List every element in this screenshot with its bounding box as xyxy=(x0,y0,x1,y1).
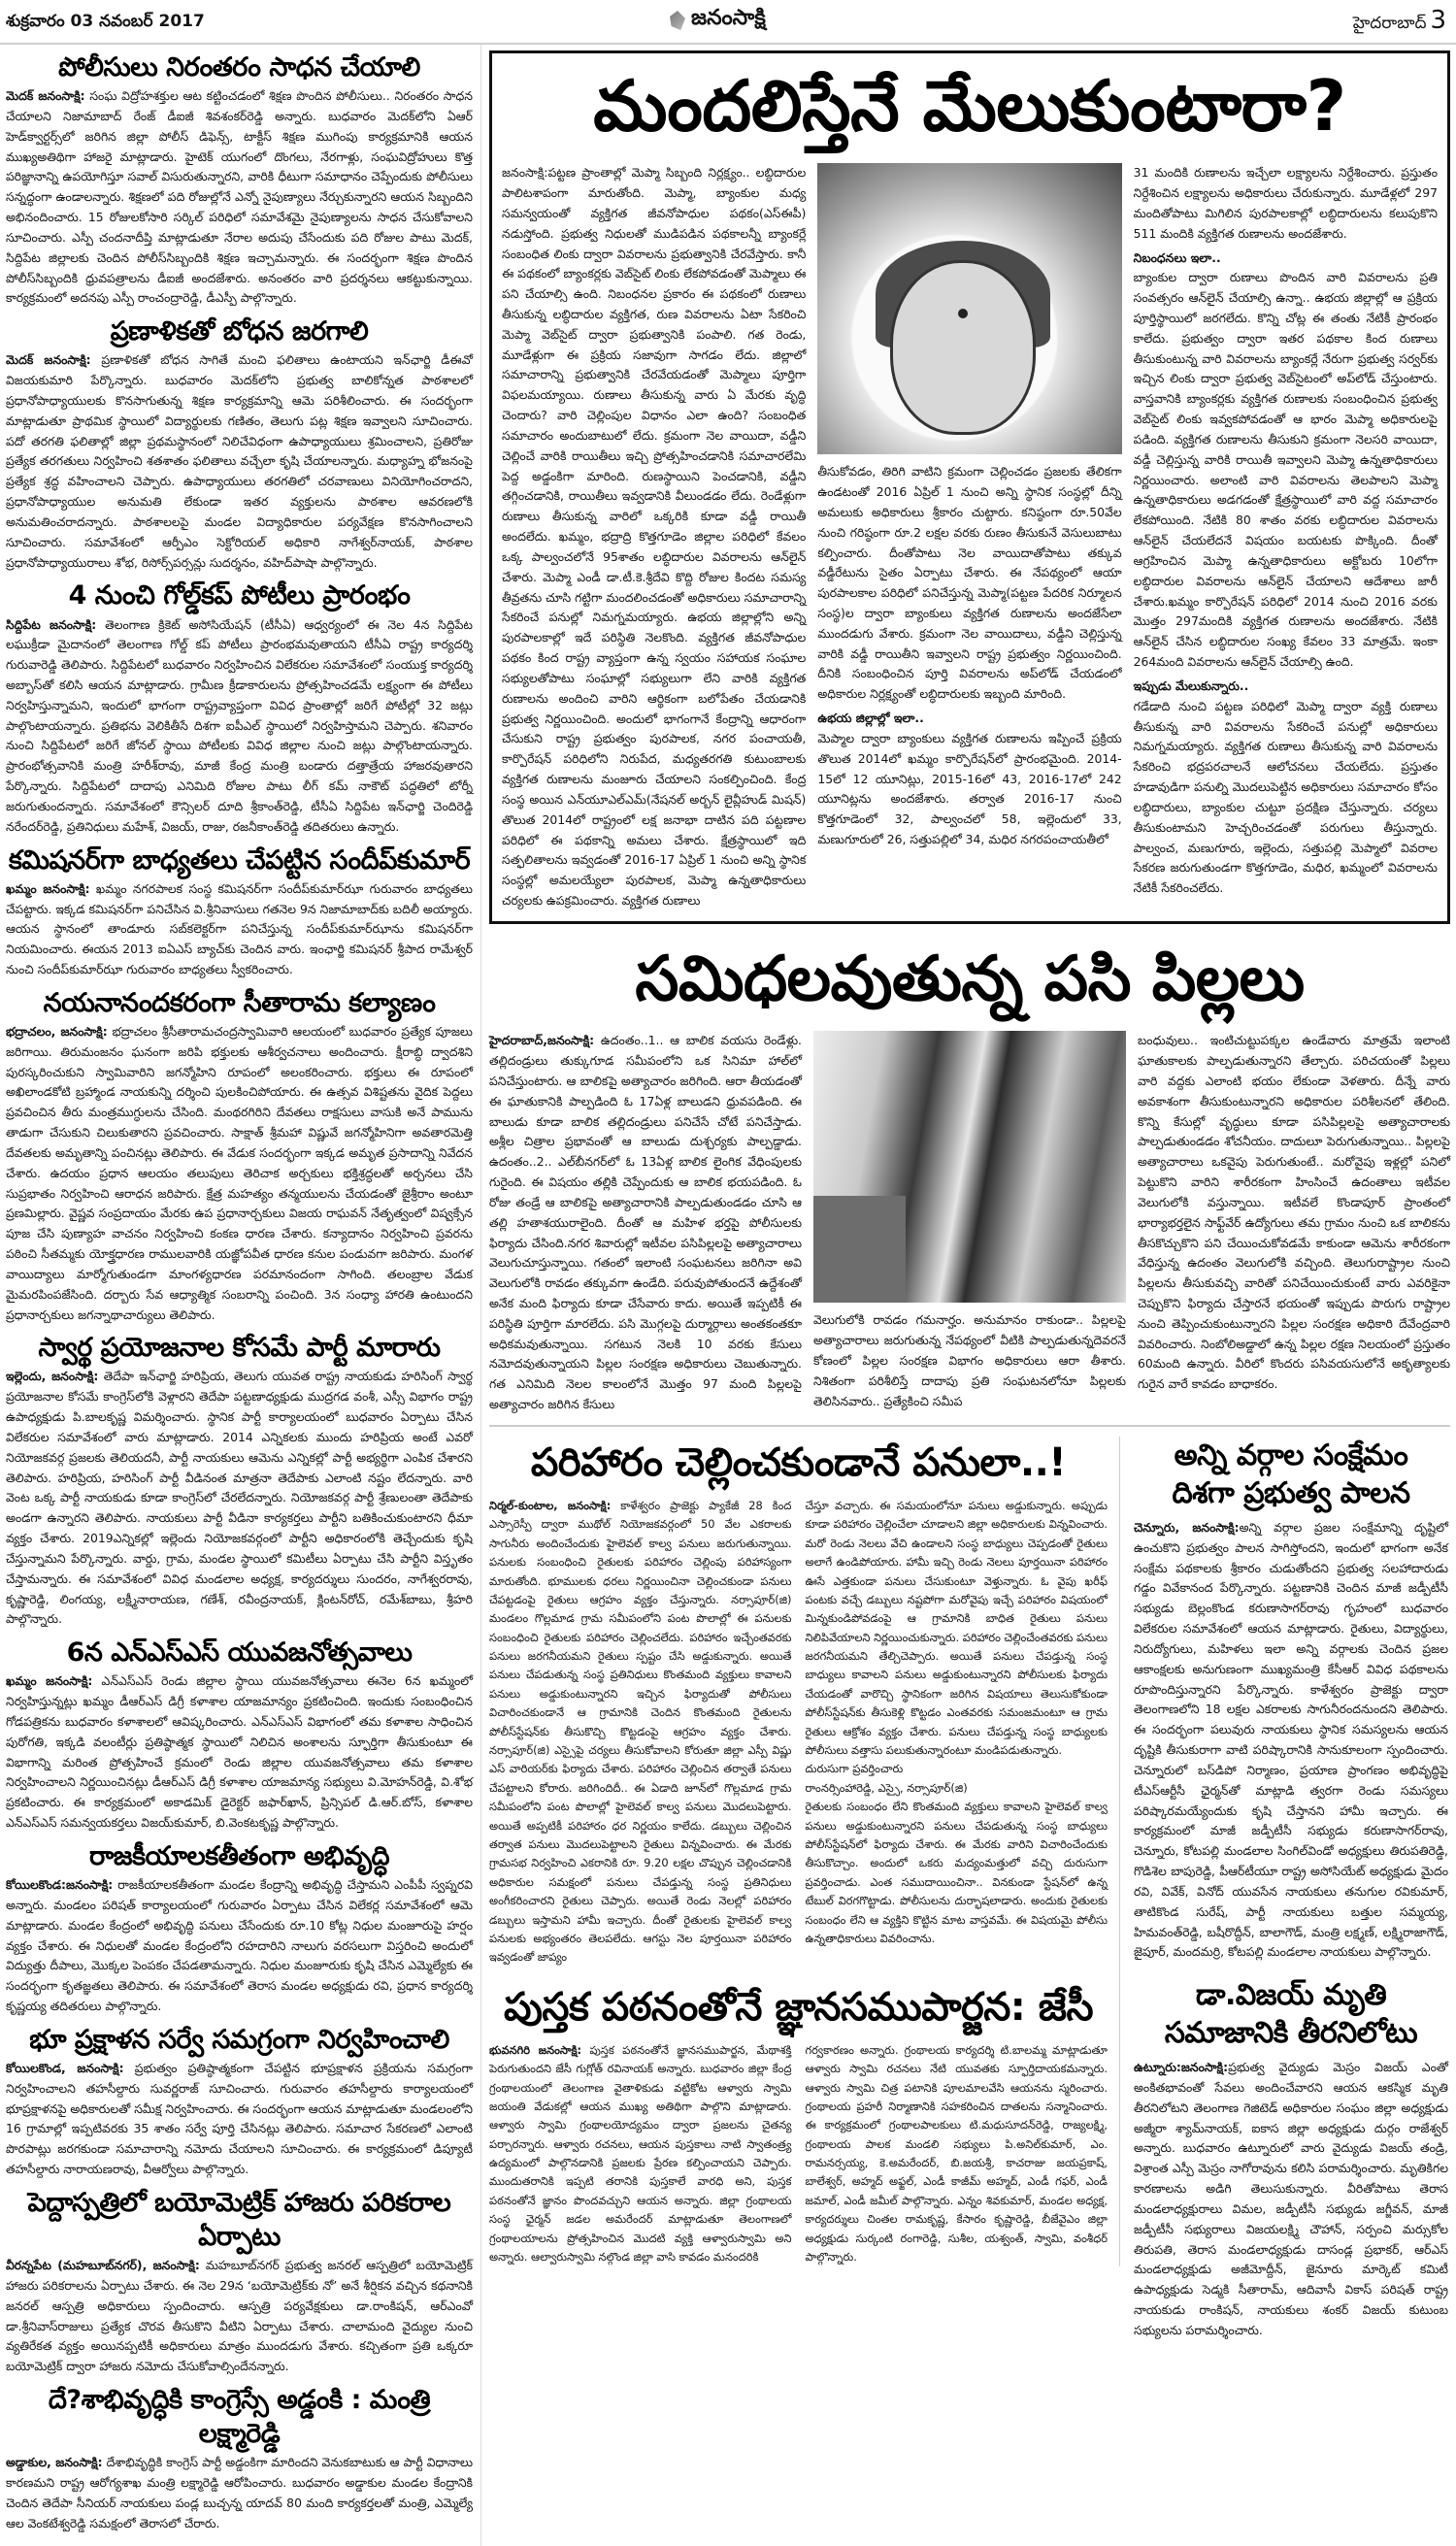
feature3-subhead-rude: దురుసుగా ప్రవర్తించారు xyxy=(805,1762,904,1776)
news-story xyxy=(6,314,473,573)
feature1-subhead-rules: నిబంధనలు ఇలా.. xyxy=(1133,249,1221,265)
news-story xyxy=(6,986,473,1326)
story-dateline: భద్రాచలం, జనంసాక్షి: xyxy=(6,1023,108,1039)
story-dateline: కోయిలకొండ:జనంసాక్షి: xyxy=(6,1877,114,1893)
feature-book-reading xyxy=(489,1981,1108,2267)
story-body xyxy=(6,615,473,838)
story-dateline: మెదక్ జనంసాక్షి: xyxy=(6,88,85,104)
logo-map-icon xyxy=(670,11,685,30)
feature4-col1 xyxy=(489,2041,792,2267)
feature1-col3c-text: గడేడాది నుంచి పట్టణ పరిధిలో మెప్మా ద్వారా వ్యక్తి రుణాలు తీసుకున్న వారి వివరాలను సేకరించే పనుల్లో అధికారులు నిమగ్నమయ్యారు. వ్యక్తిగత రుణాలు తీసుకున్న వారి వివరాలను సేకరించి భద్రపరచాలనే ఆలోచనలు చేయలేదు. ప్రస్తుతం హడావుడిగా పనుల్ని మొదలుపెట్టిన అధికారులు సమాచారం కోసం లబ్ధిదారులు, బ్యాంకుల చుట్టూ ప్రదక్షిణ చేస్తున్నారు. చర్యలు తీసుకుంటామని హెచ్చరించడంతో పరుగులు తీస్తున్నారు. పాల్వంచ, మణుగూరు, ఇల్లెందు, సత్తుపల్లి మెప్మాలో వివరాల సేకరణ జరుగుతుండగా కొత్తగూడెం, మధిర, ఖమ్మంలో వివరాలను నేటికీ సేకరించలేదు. xyxy=(1133,698,1438,896)
story-headline: నయనానందకరంగా సీతారామ కల్యాణం xyxy=(43,987,436,1018)
feature1-headline: మందలిస్తేనే మేలుకుంటారా? xyxy=(593,65,1346,147)
right-column xyxy=(1120,1437,1448,2355)
story-headline: రాజకీయాలకతీతంగా అభివృద్ధి xyxy=(88,1840,390,1871)
news-story xyxy=(6,50,473,309)
headline-line-2: సమాజానికి తీరనిలోటు xyxy=(1164,2016,1418,2051)
feature3-col1 xyxy=(489,1497,792,1967)
feature3-subhead-si: రాంనర్సింహారెడ్డి, ఎస్సై, నర్సాపూర్(జి) xyxy=(805,1780,968,1795)
feature4-col1-text: పుస్తక పఠనంతోనే జ్ఞానసముపార్జన, మేథాశక్తి పెరుగుతుందని జేసీ గుగ్లోత్ రవినాయక్ అన్నారు. బుధవారం జిల్లా కేంద్ర గ్రంథాలయంలో తెలంగాణ వైతాళికుడు వట్టికోట ఆళ్వారు స్వామి జయంతి వేడుకల్లో ఆయన ముఖ్య అతిథిగా పాల్గొని మాట్లాడారు. ఆళ్వారు స్వామి గ్రంథాలయోద్యమం ద్వారా ప్రజలను చైతన్య పర్చారన్నారు. ఆళ్వారు రచనలు, ఆయన పుస్తకాలు నాటి స్వాతంత్ర్య ఉద్యమంలో పాల్గొనడానికి ప్రజలకు ప్రేరణ కల్పించాయని చెప్పారు. ముందుతరానికి ఇప్పటి తరానికి పుస్తకాలే వారధి అని, పుస్తక పఠనంతోనే జ్ఞానం పొందవచ్చుని ఆయన అన్నారు. జిల్లా గ్రంథాలయ సంస్థ ఛైర్మన్ జడల అమరేందర్ మాట్లాడుతూ తెలంగాణలో గ్రంథాలయాలను ప్రోత్సహించిన మొదటి వ్యక్తి ఆళ్వారుస్వామి అని అన్నారు. ఆల్వారుస్వామి నల్గొండ జిల్లా వాసి కావడం మనందరికి xyxy=(489,2042,792,2265)
story-headline: దే?శాభివృద్ధికి కాంగ్రెస్సే అడ్డంకి : మంత్రి లక్ష్మారెడ్డి xyxy=(48,2385,431,2450)
newspaper-logo xyxy=(670,6,766,35)
page-number: 3 xyxy=(1430,6,1446,35)
feature3-col2b-text: రైతులకు సంబంధం లేని కొంతమంది వ్యక్తులు కావాలని హైలెవల్ కాల్వ పనులు అడ్డుకుంటున్నారని పనులు చేపడుతున్న సంస్థ బాధ్యులు పోలీస్‌స్టేషన్‌లో ఫిర్యాదు చేశారు. ఈ మేరకు వారిని విచారించేందుకు తీసుకొచ్చాం. అందులో ఒకరు మద్యంమత్తులో వచ్చి దురుసుగా ప్రవర్తించాడు. ఎంత సముదాయించినా.. వినకుండా స్టేషన్‌లో ఉన్న టేబుల్ విరగగొట్టాడు. పోలీసులను దుర్భాషలాడారు. అందుకు రైతులకు సంబంధం లేని ఆ వ్యక్తిని కొట్టిన మాట వాస్తవమే. ఈ విషయమై పోలీసు ఉన్నతాధికారులు వివరించాను. xyxy=(805,1800,1108,1945)
feature1-col3b-text: బ్యాంకుల ద్వారా రుణాలు పొందిన వారి వివరాలను ప్రతి సంవత్సరం ఆన్‌లైన్ చేయాల్సి ఉన్నా.. ఉభయ జిల్లాల్లో ఆ ప్రక్రియ పూర్తిస్థాయిలో జరగలేదు. కొన్ని చోట్ల ఈ తంతు నేటికీ ప్రారంభం కాలేదు. ప్రభుత్వం ద్వారా ఇతర పథకాల కింద రుణాలు తీసుకుంటున్న వారి వివరాలను బ్యాంకర్లే నేరుగా ప్రభుత్వ సర్వర్‌కు ఇచ్చిన లింకు ద్వారా ప్రభుత్వ వెబ్‌సైటంలో అప్‌లోడ్ చేస్తుంటారు. వాస్తవానికి బ్యాంకర్లకు వ్యక్తిగత రుణాలకు సంబంధించిన ప్రభుత్వ వెబ్‌సైట్ లింకు ఇవ్వకపోవడంతో ఆ భారం మెప్మా అధికారులపై పడింది. వ్యక్తిగత రుణాలను తీసుకుని క్రమంగా నెలసరి వాయిదా, వడ్డీ చెల్లిస్తున్న వారికి రాయితీ ఇవ్వాలని మెప్మా ఉన్నతాధికారులు నిర్ణయించారు. అలాంటి వారి వివరాలను తెలపాలని మెప్మా ఉన్నతాధికారులు అడగడంతో క్షేత్రస్థాయిలో వారి వద్ద సమాచారం లేకపోయింది. నేటికి 80 శాతం వరకు లబ్ధిదారుల వివరాలను ఆన్‌లైన్ చేయలేదనే విషయం బయటకు పొక్కింది. దీంతో ఆగ్రహించిన మెప్మా ఉన్నతాధికారులు అక్టోబరు 10లోగా లబ్ధిదారుల వివరాలను ఆన్‌లైన్ చేయాలని ఆదేశాలు జారీ చేశారు.ఖమ్మం కార్పొరేషన్ పరిధిలో 2014 నుంచి 2016 వరకు మొత్తం 297మందికి వ్యక్తిగత రుణాలను అందజేశారు. నేటికి ఆన్‌లైన్ చేసిన లబ్ధిదారుల సంఖ్య కేవలం 33 మాత్రమే. ఇంకా 264మంది వివరాలను ఆన్‌లైన్ చేయాల్సి ఉంది. xyxy=(1133,270,1438,670)
feature3-headline: పరిహారం చెల్లించకుండానే పనులా..! xyxy=(530,1439,1067,1485)
logo-text: జనంసాక్షి xyxy=(691,6,766,30)
story-text: భద్రాచలం శ్రీసీతారామచంద్రస్వామివారి ఆలయంలో బుధవారం ప్రత్యేక పూజలు జరిగాయి. తిరుమంజనం ఘనంగా జరిపి భక్తులకు ఆశీర్వచనాలు అందించారు. క్షీరాబ్ధి ద్వాదశిని పురస్కరించుకుని స్వామివారిని జగన్మోహిని రూపంలో అలంకరించారు. భక్తులు ఈ రూపంలో అఖిలాండకోటి బ్రహ్మాండ నాయకున్ని దర్శించి పులకించిపోయారు. ఈ ఉత్సవ విశిష్టతను వైదిక పెద్దలు ప్రవచించిన తీరు మంత్రముగ్ధులను చేసింది. మంథరగిరిని దేవతలు రాక్షసులు వాసుకి అనే పామును తాడుగా చేసుకుని చిలుకుతారని ప్రవచించారు. సాక్షాత్ శ్రీమహా విష్ణువే జగన్మోహినిగా అవతారమెత్తి దేవతలకు అమృతాన్ని పంచినట్లు తెలిపారు. ఈ వేడుక సందర్భంగా ఇక్కడ అమృత ప్రసాదాన్ని నివేదన చేశారు. ఉదయం ప్రధాన ఆలయం తలుపులు తెరిచాక అర్చకులు భక్తిశ్రద్ధలతో అర్చనలు చేసి సుప్రభాతం నిర్వహించి ఆరాధన జరిపారు. క్షేత్ర మహత్యం తన్మయులను చేయడంతో జైశ్రీరాం అంటూ ప్రణమిల్లారు. వైష్ణవ సంప్రదాయం మేరకు ఉప ప్రధానార్చకులు విజయ రాఘవన్ నేతృత్వంలో విష్వక్సేన పూజ చేసి పుణ్యాహ వాచనం నిర్వహించి కంకణ ధారణ చేశారు. కన్యాదానం నిర్వహించి ప్రవరను పఠించి సీతమ్మకు యోక్త్రధారణ రాములవారికి యజ్ఞోపవీత ధారణ కనుల పండువగా జరిపారు. మంగళ వాయిద్యాలు మార్మోగుతుండగా మాంగళ్యధారణ పరమానందంగా సాగింది. తలంబ్రాల వేడుక మైమరపింపజేసింది. దర్బారు సేవ ఆధ్యాత్మిక సంబరాన్ని పంచింది. 3న సంధ్యా హారతి ఉంటుందని ప్రధానార్చకులు జగన్నాథాచార్యులు తెలిపారు. xyxy=(6,1023,473,1322)
feature1-col3 xyxy=(1134,163,1438,899)
feature4-columns xyxy=(489,2041,1108,2267)
news-story xyxy=(6,1839,473,2017)
story-text: అన్ని వర్గాల ప్రజల సంక్షేమాన్ని దృష్టిలో ఉంచుకొని ప్రభుత్వం పాలన సాగిస్తోందని, ఇందులో భాగంగా అనేక సంక్షేమ పథకాలకు శ్రీకారం చుడుతోందని ప్రభుత్వ సలహాదారుడు గడ్డం వివేకానంద పేర్కొన్నారు. పట్టణానికి చెందిన మాజీ జడ్పీటీసీ సభ్యుడు బెల్లంకొండ కరుణాసాగర్‌రావు గృహంలో బుధవారం విలేకరుల సమావేశంలో ఆయన మాట్లాడారు. రైతులు, విద్యార్థులు, నిరుద్యోగులు, మహిళలు ఇలా అన్ని వర్గాలకు చెందిన ప్రజల ఆకాంక్షలకు అనుగుణంగా ముఖ్యమంత్రి కేసీఆర్ వివిధ పథకాలను రూపొందిస్తున్నారని పేర్కొన్నారు. కాళేశ్వరం ప్రాజెక్టు ద్వారా తెలంగాణలోని 18 లక్షల ఎకరాలకు సాగునీరందనుందని తెలిపారు. ఈ సందర్భంగా పలువురు నాయకులు స్థానిక సమస్యలను ఆయన దృష్టికి తీసుకురాగా వాటి పరిష్కారానికి సానుకూలంగా స్పందించారు. చెన్నూరులో బస్‌డిపో నిర్మాణం, ప్రయాణ ప్రాంగణం అభివృద్ధిపై టీఎస్‌ఆర్టీసీ ఛైర్మన్‌తో మాట్లాడి త్వరగా రెండు సమస్యలు పరిష్కారమయ్యేందుకు కృషి చేస్తానని హామీ ఇచ్చారు. ఈ కార్యక్రమంలో మాజీ జడ్పీటీసీ సభ్యుడు కరుణాసాగర్‌రావు, చెన్నూరు, కోటపల్లి మండలాల సింగిల్‌విండో అధ్యక్షులు తిరుపతిరెడ్డి, గొడిశెల బాపురెడ్డి, పీఆర్‌టీయూ రాష్ట్ర అసోసియేట్ అధ్యక్షుడు మైదం రవి, వివేక్, వినోద్ యువసేన నాయకులు తనుగుల రవికుమార్, తాటికొండ సురేష్, పార్టీ నాయకులు బత్తుల సమ్మయ్య, హిమవంత్‌రెడ్డి, బషీరొద్దీన్, బాలాగౌడ్, మంత్రి లక్ష్మణ్, లక్ష్మిరాజాగౌడ్, జైపూర్, మందమర్రి, కోటపల్లి మండలాల నాయకులు పాల్గొన్నారు. xyxy=(1134,1519,1448,1960)
story-headline: 6న ఎన్ఎస్ఎస్ యువజనోత్సవాలు xyxy=(66,1637,413,1669)
city-name: హైదరాబాద్ xyxy=(1352,14,1427,33)
story-body xyxy=(6,879,473,980)
story-body xyxy=(1134,1518,1448,1963)
story-headline: భూ ప్రక్షాళన సర్వే సమగ్రంగా నిర్వహించాలి xyxy=(29,2024,449,2055)
feature2-dateline: హైదరాబాద్,జనంసాక్షి: xyxy=(489,1033,595,1048)
feature-mepma-loans xyxy=(489,50,1450,924)
story-body xyxy=(6,2059,473,2180)
feature2-col3: బంధువులు.. ఇంటిచుట్టుపక్కల ఉండేవారు మాత్రమే ఇలాంటి ఘాతుకాలకు పాల్పడుతున్నారని తేల్చారు. పరిచయంతో పిల్లలు వారి వద్దకు ఎలాంటి భయం లేకుండా వెళతారు. దీన్నే వారు అవకాశంగా తీసుకుంటున్నారని అధికారుల పరిశీలనలో తేలింది. కొన్ని కేసుల్లో వృద్ధులు కూడా పసిపిల్లలపై అత్యాచారాలకు పాల్పడుతుండడం శోచనీయం. దాదులూ పెరుగుతున్నాయి.. పిల్లలపై అత్యాచారాలు ఒకవైపు పెరుగుతుంటే.. మరోవైపు ఇళ్లల్లో పనిలో పెట్టుకొని వారిని శారీరకంగా హింసించే ఉదంతాలు ఇటీవల వెలుగులోకి వస్తున్నాయి. ఇటీవలే కొండాపూర్ ప్రాంతంలో భార్యాభర్తలైన సాఫ్ట్‌వేర్ ఉద్యోగులు తమ గ్రామం నుంచి ఒక బాలికను తీసకొచ్చుకొని పని చేయించుకోవడమే కాకుండా ఆమెను శారీరకంగా వేధిస్తున్న ఉదంతం వెలుగులోకి వచ్చింది. తెలుగురాష్ట్రాల నుంచి పిల్లలను తీసుకువచ్చి వారితో పనిచేయించుకుంటే వారు ఎవరికైనా చెప్పుకొని ఫిర్యాదు చేస్తారనే భయంతో ఇప్పుడు పొరుగు రాష్ట్రాల నుంచి తెప్పించుకుంటున్నారని పిల్లల సంరక్షణ అధికారి దేవేంద్రవారి వివరించారు. నింబోలిఅడ్డాలో ఉన్న పిల్లల రక్షణ నిలయంలో ప్రస్తుతం 60మంది ఉన్నారు. వీరిలో కొందరు పసివయసులోనే అకృత్యాలకు గురైన వారే కావడం బాధాకరం. xyxy=(1138,1033,1450,1392)
photo-blur-patch xyxy=(813,1196,906,1303)
story-body xyxy=(6,1367,473,1630)
news-story xyxy=(1134,1976,1448,2341)
illustration-face xyxy=(890,260,1036,435)
main-area xyxy=(481,45,1456,2361)
feature1-col2b-text: మెప్మాల ద్వారా బ్యాంకులు వ్యక్తిగత రుణాలను ఇప్పించే ప్రక్రియ తొలుత 2014లో ఖమ్మం కార్పొరేషన్‌లో ప్రారంభమైంది. 2014-15లో 12 యూనిట్లు, 2015-16లో 43, 2016-17లో 242 యూనిట్లను అందజేశారు. తర్వాత 2016-17 నుంచి కొత్తగూడెంలో 32, పాల్వంచలో 58, ఇల్లెందులో 33, మణుగూరులో 26, సత్తుపల్లిలో 34, మధిర నగరపంచాయతీలో xyxy=(817,730,1122,847)
news-story xyxy=(1134,1437,1448,1963)
story-dateline: ఖమ్మం జనంసాక్షి: xyxy=(6,1673,93,1689)
story-body xyxy=(6,1671,473,1834)
child-abuse-photo xyxy=(813,1031,1126,1303)
feature2-col2 xyxy=(813,1031,1126,1411)
feature1-col2 xyxy=(817,163,1121,850)
section-divider xyxy=(489,1425,1450,1427)
story-body xyxy=(6,86,473,309)
news-story xyxy=(6,2383,473,2534)
news-story xyxy=(6,2186,473,2377)
story-dateline: మెదక్ జనంసాక్షి: xyxy=(6,352,91,368)
story-dateline: వీరన్నపేట (మహబూబ్‌నగర్), జనంసాక్షి: xyxy=(6,2258,200,2273)
feature3-col2 xyxy=(806,1497,1109,1948)
story-dateline: అడ్డాకుల, జనంసాక్షి: xyxy=(6,2455,103,2470)
story-text: మహబూబ్‌నగర్ ప్రభుత్వ జనరల్ ఆస్పత్రిలో బయోమెట్రిక్ హాజరు పరికరాలను ఏర్పాటు చేశారు. ఈ నెల 29న ‘బయోమెట్రిక్‌కు నో’ అనే శీర్షికన వచ్చిన కథనానికి జనరల్ ఆస్పత్రి అధికారులు స్పందించారు. ఆస్పత్రి పర్యవేక్షకులు డా.రాంకిషన్, ఆర్ఎంవో డా.శ్రీనివాస్‌రాజులు ప్రత్యేక చొరవ తీసుకొని వీటిని ఏర్పాటు చేశారు. చాలామంది వైద్యుల నుంచి వ్యతిరేకత వ్యక్తం అయినప్పటికీ అధికారులు మాత్రం ముందడుగు వేశారు. కచ్చితంగా ప్రతి ఒక్కరూ బయోమెట్రిక్ ద్వారా హాజరు నమోదు చేసుకోవాల్సిందేనన్నారు. xyxy=(6,2258,473,2374)
feature3-dateline: నిర్మల్-కుంటాల, జనంసాక్షి: xyxy=(489,1498,612,1512)
lower-left-area xyxy=(489,1437,1120,2266)
story-text: తెలంగాణ క్రికెట్ అసోసియేషన్ (టీసీఏ) ఆధ్వర్యంలో ఈ నెల 4న సిద్దిపేట లఘుక్రీడా మైదానంలో తెలంగాణ గోల్డ్ కప్ పోటీలు ప్రారంభమవుతాయని టీసీఏ రాష్ట్ర కార్యదర్శి గురువారెడ్డి తెలిపారు. సిద్దిపేటలో బుధవారం నిర్వహించిన విలేకరుల సమావేశంలో సంయుక్త కార్యదర్శి అబ్బాస్‌తో కలిసి ఆయన మాట్లాడారు. గ్రామీణ క్రీడాకారులను ప్రోత్సహించడమే లక్ష్యంగా ఈ పోటీలు నిర్వహిస్తున్నామని, ఇందులో భాగంగా రాష్ట్రవ్యాప్తంగా వివిధ ప్రాంతాల్లో జరిగే పోటీల్లో 32 జట్లు పాల్గొంటాయన్నారు. ప్రతిభను వెలికితీసే దిశగా ఐపీఎల్ స్థాయిలో నిర్వహిస్తామని చెప్పారు. శనివారం నుంచి సిద్దిపేటలో జరిగే జోనల్ స్థాయి పోటీలకు వివిధ జిల్లాల నుంచి జట్లు పాల్గొంటాయన్నారు. ప్రారంభోత్సవానికి మంత్రి హరీశ్‌రావు, మాజీ కేంద్ర మంత్రి బండారు దత్తాత్రేయ హాజరవుతారని పేర్కొన్నారు. సిద్దిపేటలో దాదాపు ఎనిమిది రోజుల పాటు లీగ్ కమ్ నాకౌట్ పద్ధతిలో టోర్నీ జరుగుతుందన్నారు. సమావేశంలో కౌన్సిలర్ దూది శ్రీకాంత్‌రెడ్డి, టీసీఏ సిద్దిపేట ఇన్‌ఛార్జి చెందిరెడ్డి నరేందర్‌రెడ్డి, ప్రతినిధులు మహేశ్, విజయ్, రాజు, రజనీకాంత్‌రెడ్డి తదితరులు ఉన్నారు. xyxy=(6,616,473,834)
left-column xyxy=(0,45,481,2546)
story-text: సంఘ విద్రోహశక్తుల ఆట కట్టించడంలో శిక్షణ పొందిన పోలీసులు.. నిరంతరం సాధన చేయాలని నిజామాబాద్ రేంజ్ డీఐజీ శివశంకర్‌రెడ్డి అన్నారు. బుధవారం మెదక్‌లోని ఏఆర్ హెడ్‌క్వార్టర్స్‌లో జరిగిన జిల్లా పోలీస్ డిఫెన్స్, టాక్టీస్ శిక్షణ ముగింపు కార్యక్రమానికి ఆయన ముఖ్యఅతిథిగా హాజరై మాట్లాడారు. హైటెక్ యుగంలో దొంగలు, నేరగాళ్లు, సంఘవిద్రోహులు కొత్త పరిజ్ఞానాన్ని ఉపయోగిస్తూ సవాల్ విసురుతున్నారని, వారికి ధీటుగా సమాధానం చెప్పేందుకు పోలీసులు సన్నద్ధంగా ఉండాలన్నారు. శిక్షణలో పది రోజుల్లోనే ఎన్నో నైపుణ్యాలు నేర్చుకున్నారని ఆయన సిబ్బందిని అభినందించారు. 15 రోజులకోసారి సర్కిల్ పరిధిలో సమావేశమై నైపుణ్యాలను సాధన చేసుకోవాలని సూచించారు. ఎస్పీ చందనాదీప్తి మాట్లాడుతూ నేరాల అదుపు చేసేందుకు పది రోజుల పాటు మెదక్, సిద్దిపేట జిల్లాలకు చెందిన పోలీస్‌సిబ్బందికి శిక్షణ ఇచ్చామన్నారు. ఈ సందర్భంగా శిక్షణ పొందిన పోలీస్‌సిబ్బందికి ధ్రువపత్రాలను డీఐజీ అందజేశారు. అనంతరం వారి ప్రదర్శనలు ఆకట్టుకున్నాయి. కార్యక్రమంలో అదనపు ఎస్పీ రాంచంద్రారెడ్డి, డీఎస్పీ పాల్గొన్నారు. xyxy=(6,88,473,306)
feature-compensation xyxy=(489,1437,1108,1967)
headline-line-1: అన్ని వర్గాల సంక్షేమం xyxy=(1174,1438,1408,1472)
feature3-col1-text: కాళేశ్వరం ప్రాజెక్టు ప్యాకేజీ 28 కింద ఎస్సారెస్పీ ద్వారా ముథోల్ నియోజకవర్గంలో 50 వేల ఎకరాలకు సాగునీరు అందించేందుకు హైలెవల్ కాల్వ పనులు జరుగుతున్నాయి. పనులకు సంబంధించి రైతులకు పరిహారం చెల్లింపు పరిహాస్యంగా మారుతోంది. భూములకు ధరలు నిర్ణయించినా చెల్లించకుండా పనులు చేపట్టడంపై రైతులు ఆగ్రహం వ్యక్తం చేస్తున్నారు. నర్సాపూర్(జి) మండలం గొల్లమాడ గ్రామ సమీపంలోని పంట పొలాల్లో ఈ పనులకు సంబంధించి రైతులకు పరిహారం చెల్లించలేదు. పరిహారం ఇచ్చేంతవరకు పనులు జరగనీయమని రైతులు స్పష్టం చేసి అడ్డుకున్నారు. అయితే పనులు చేపడుతున్న సంస్థ ప్రతినిధులు కొంతమంది వ్యక్తులు కావాలని పనులు అడ్డుకుంటున్నారని ఇచ్చిన ఫిర్యాదుతో పోలీసులు విచారించకుండానే ఆ గ్రామానికి చెందిన కొంతమంది రైతులను పోలీస్‌స్టేషన్‌కు తీసుకొచ్చి కొట్టడంపై ఆగ్రహం వ్యక్తం చేశారు. నర్సాపూర్(జి) ఎస్సైపై చర్యలు తీసుకోవాలని కోరుతూ జిల్లా ఎస్పీ విష్ణు ఎస్ వారియర్‌కు ఫిర్యాదు చేశారు. పరిహారం చెల్లించిన తర్వాతే పనులు చేపట్టాలని కోరారు. జరిగిందిదీ.. ఈ ఏడాది జూన్‌లో గొల్లమాడ గ్రామ సమీపంలోని పంట పొలాల్లో హైలెవల్ కాల్వ పనులు మొదలుపెట్టారు. అయితే అప్పటికీ పరిహారం ధర నిర్ణయం కాలేదు. డబ్బులు చెల్లించిన తర్వాత పనులు మొదలుపెట్టాలని రైతులు విన్నవించారు. ఈ మేరకు గ్రామసభ నిర్వహించి ఎకరానికి రూ. 9.20 లక్షల చొప్పున చెల్లించడానికి అధికారుల సమక్షంలో పనులు చేపడ్తున్న సంస్థ ప్రతినిధులు అంగీకరించారని రైతులు చెప్పారు. అయితే రెండు నెలల్లో పరిహారం డబ్బులు ఇస్తామని హామీ ఇచ్చారు. దీంతో రైతులకు హైలెవల్ కాల్వ పనులకు అభ్యంతరం తెలపలేదు. ఆగస్టు నెల పూర్తయినా పరిహారం ఇవ్వడంతో జాప్యం xyxy=(489,1498,792,1965)
story-headline xyxy=(1134,1976,1448,2052)
story-dateline: ఇల్లెందు, జనంసాక్షి: xyxy=(6,1369,99,1384)
news-story xyxy=(6,579,473,837)
story-dateline: కోయిలకొండ, జనంసాక్షి: xyxy=(6,2060,124,2075)
feature4-dateline: భువనగిరి జనంసాక్షి: xyxy=(489,2042,582,2057)
story-body xyxy=(6,1022,473,1325)
story-dateline: ఉట్నూరు:జనంసాక్షి: xyxy=(1134,2060,1229,2075)
feature1-col2-text: తీసుకోవడం, తిరిగి వాటిని క్రమంగా చెల్లించడం ప్రజలకు తేలికగా ఉండటంతో 2016 ఏప్రిల్ 1 నుంచి అన్ని స్థానిక సంస్థల్లో దీన్ని అమలుకు అధికారులు శ్రీకారం చుట్టారు. కనిష్ఠంగా రూ.50వేల నుంచి గరిష్ఠంగా రూ.2 లక్షల వరకు రుణం తీసుకునే వెసులుబాటు కల్పించారు. దీంతోపాటు నెల వాయిదాతోపాటు తక్కువ వడ్డీరేటును సైతం ఏర్పాటు చేశారు. ఈ నేపథ్యంలో ఆయా పురపాలకాల పరిధిలో పనిచేస్తున్న మెప్మా(పట్టణ పేదరిక నిర్మూలన సంస్థ)ల ద్వారా బ్యాంకులు వ్యక్తిగత రుణాలను అందజేసేలా ముందడుగు వేశారు. క్రమంగా నెల వాయిదాలు, వడ్డీని చెల్లిస్తున్న వారికి వడ్డీ రాయితీని ఇవ్వాలని రాష్ట్ర ప్రభుత్వం నిర్ణయించింది. దీనికి సంబంధించిన పూర్తి వివరాలను అప్‌లోడ్ చేయడంలో అధికారుల నిర్లక్ష్యంతో లబ్ధిదారులకు ఇబ్బంది మారింది. xyxy=(817,464,1122,702)
feature1-subhead-districts: ఉభయ జిల్లాల్లో ఇలా.. xyxy=(817,711,924,726)
story-body xyxy=(6,2453,473,2533)
story-headline xyxy=(1134,1437,1448,1512)
feature3-col2-text: చేస్తూ వచ్చారు. ఈ సమయంలోనూ పనులు అడ్డుకున్నారు. అప్పుడు కూడా పరిహారం చెల్లించేలా చూడాలని జిల్లా అధికారులకు విన్నవించారు. మరో రెండు నెలలు వేచి ఉండాలని సంస్థ బాధ్యులు చెప్పడంతో రైతులు అలాగే ఉండిపోయారు. హామీ ఇచ్చి రెండు నెలలు పూర్తయినా పరిహారం ఊసే ఎత్తకుండా పనులు చేసుకుంటూ వెళ్తున్నారు. ఓ వైపు ఖరీఫ్ పంటకు వచ్చే డబ్బులు నష్టపోగా మరోవైపు ఇచ్చే పరిహారం విషయంలో మిన్నకుండిపోవడంపై ఆ గ్రామానికి బాధిత రైతులు పనులు నిలిపివేయాలని నిర్ణయించుకున్నారు. పరిహారం చెల్లించేంతవరకు పనులు జరగనీయమని తేల్చిచెప్పారు. అయితే పనులు చేపడ్తున్న సంస్థ బాధ్యులు కావాలని పనులు అడ్డుకుంటున్నారని పోలీసులకు ఫిర్యాదు చేయడంతో వారొచ్చి స్థానికంగా జరిగిన విషయాలు తెలుసుకోకుండా పోలీస్‌స్టేషన్‌కు తీసుకెళ్లి కొట్టడం ఎంతవరకు సమంజమంటూ ఆ గ్రామ రైతులు ఆక్రోశం వ్యక్తం చేశారు. పనులు చేపడ్తున్న సంస్థ బాధ్యులకు పోలీసులు వత్తాసు పలుకుతున్నారంటూ మండిపడుతున్నారు. xyxy=(805,1498,1108,1758)
feature1-col3-text: 31 మందికి రుణాలను ఇచ్చేలా లక్ష్యాలను నిర్దేశించారు. ప్రస్తుతం నిర్దేశించిన లక్ష్యాలను అధికారులు చేరుకున్నారు. మూడేళ్లలో 297 మందితోపాటు మిగిలిన పురపాలకాల్లో లబ్ధిదారులను కలుపుకొని 511 మందికి వ్యక్తిగత రుణాలను అందజేశారు. xyxy=(1133,165,1438,241)
story-text: ప్రభుత్వం ప్రతిష్ఠాత్మకంగా చేపట్టిన భూప్రక్షాళన ప్రక్రియను సమగ్రంగా నిర్వహించాలని తహసీల్దారు సువర్ణరాజ్ సూచించారు. గురువారం తహసీల్దారు కార్యాలయంలో భూప్రక్షాళనపై అధికారులతో సమీక్ష నిర్వహించారు. ఈ సందర్భంగా ఆయన మాట్లాడుతూ మండలంలోని 16 గ్రామాల్లో ఇప్పటివరకు 35 శాతం సర్వే పూర్తి చేసినట్లు తెలిపారు. సమాచార సేకరణలో ఎలాంటి పొరపాట్లు జరగకుండా సమాచారాన్ని నమోదు చేయాలని సూచించారు. ఈ కార్యక్రమంలో డిప్యూటీ తహసీల్దారు నారాయణరావు, వీఆర్వోలు పాల్గొన్నారు. xyxy=(6,2060,473,2177)
story-dateline: సిద్దిపేట జనంసాక్షి: xyxy=(6,616,97,632)
story-body xyxy=(6,350,473,573)
edition-city xyxy=(1353,6,1446,37)
feature2-col1 xyxy=(489,1031,802,1415)
story-headline: పెద్దాస్పత్రిలో బయోమెట్రిక్ హాజరు పరికరాల ఏర్పాటు xyxy=(27,2187,451,2252)
story-text: తెదేపా ఇన్‌ఛార్జి హరిప్రియ, తెలుగు యువత రాష్ట్ర నాయకుడు హరిసింగ్ స్వార్థ ప్రయోజనాల కోసమే కాంగ్రెస్‌లోకి వెళ్లారని తెదేపా పట్టణాధ్యక్షుడు ముద్రగడ వంశీ, ఎస్సీ విభాగం రాష్ట్ర ఉపాధ్యక్షుడు పి.బాలకృష్ణ విమర్శించారు. స్థానిక పార్టీ కార్యాలయంలో బుధవారం ఏర్పాటు చేసిన విలేకరుల సమావేశంలో వారు మాట్లాడారు. 2014 ఎన్నికలకు ముందు హరిప్రియ అంటే ఎవరో నియోజకవర్గ ప్రజలకు తెలియదనీ, పార్టీ నాయకులు ఆమెను ఎన్నికల్లో పార్టీ అభ్యర్థిగా ఎంపిక చేశారని తెలిపారు. హరిప్రియ, హరిసింగ్ పార్టీ వీడినంత మాత్రనా తెదేపాకు ఎలాంటి నష్టం లేదన్నారు. వారి వెంట ఒక్క పార్టీ నాయకుడు కూడా కాంగ్రెస్‌లో చేరలేదన్నారు. నియోజకవర్గ పార్టీ శ్రేణులంతా తెదేపాకు అండగా ఉన్నారని తెలిపారు. నాయకులు పార్టీ వీడినా కార్యకర్తలు పార్టీని బతికించుకుంటారని ధీమా వ్యక్తం చేశారు. 2019ఎన్నికల్లో ఇల్లెందు నియోజకవర్గంలో పార్టీని అధికారంలోకి తెచ్చేందుకు కృషి చేస్తున్నామని పేర్కొన్నారు. వార్డు, గ్రామ, మండల స్థాయిలో కమిటీలు ఏర్పాటు చేసి పార్టీని విస్తృతం చేస్తామన్నారు. ఈ సమావేశంలో వివిధ మండలాల అధ్యక్ష, కార్యదర్శులు సుందరం, నాగేశ్వరరావు, కృష్ణారెడ్డి, లింగయ్య, లక్ష్మీనారాయణ, గణేశ్, రవీంద్రనాయక్, క్లింటన్‌రోచ్, రమేశ్‌బాబు, శ్రీహరి పాల్గొన్నారు. xyxy=(6,1369,473,1627)
story-text: రాజకీయాలకతీతంగా మండల కేంద్రాన్ని అభివృద్ధి చేస్తామని ఎంపీపీ స్వప్నరవి అన్నారు. మండలం పరిషత్ కార్యాలయంలో గురువారం ఏర్పాటు చేసిన విలేకర్ల సమావేశంలో ఆమె మాట్లాడారు. మండల కేంద్రంలో అభివృద్ధి పనులు చేసేందుకు రూ.10 కోట్ల నిధుల మంజూరుపై హర్షం వ్యక్తం చేశారు. ఈ నిధులతో మండల కేంద్రంలోని రహదారిని నాలుగు వరసలుగా విస్తరించి అందులో విద్యుత్తు దీపాలు, మొక్కల పెంపకం చేపడతామన్నారు. నిధుల మంజూరుకు కృషి చేసిన ఎమ్మెల్యేకు ఈ సందర్భంగా కృతజ్ఞతలు తెలిపారు. ఈ సమావేశంలో తెరాస మండల అధ్యక్షుడు రవి, ప్రధాన కార్యదర్శి కృష్ణయ్య తదితరులు పాల్గొన్నారు. xyxy=(6,1877,473,2013)
worried-woman-illustration xyxy=(817,163,1121,454)
story-dateline: ఖమ్మం జనంసాక్షి: xyxy=(6,880,90,896)
story-text: ఖమ్మం నగరపాలక సంస్థ కమిషనర్‌గా సందీప్‌కుమార్‌ఝా గురువారం బాధ్యతలు చేపట్టారు. ఇక్కడ కమిషనర్‌గా పనిచేసిన వి.శ్రీనివాసులు గతనెల 9న నిజామాబాద్‌కు బదిలీ అయ్యారు. ఆయన స్థానంలో తాండూరు సబ్‌కలెక్టర్‌గా పనిచేస్తున్న సందీప్‌కుమార్‌ఝాను కమిషనర్‌గా నియమించారు. ఈయన 2013 ఐఏఎస్ బ్యాచ్‌కు చెందిన వారు. ఇంఛార్జి కమిషనర్ శ్రీపాద రామేశ్వర్ నుంచి సందీప్‌కుమార్‌ఝా గురువారం బాధ్యతలు స్వీకరించారు. xyxy=(6,880,473,977)
feature2-col1-text: ఉదంతం..1.. ఆ బాలిక వయసు రెండేళ్లు. తల్లిదండ్రులు తుక్కుగూడ సమీపంలోని ఒక సినిమా హాల్‌లో పనిచేస్తుంటారు. ఆ బాలికపై అత్యాచారం జరిగింది. ఆరా తీయడంతో ఈ ఘాతుకానికి పాల్పడింది ఓ 17ఏళ్ల బాలుడని ధ్రువపడింది. ఈ బాలుడు కూడా బాలిక తల్లిదండ్రులు పనిచేసే చోటే పనిచేస్తాడు. అశ్లీల చిత్రాల ప్రభావంతో ఆ బాలుడు దుశ్చర్యకు పాల్పడ్డాడు. ఉదంతం..2.. ఎల్‌బీనగర్‌లో ఓ 13ఏళ్ల బాలిక లైంగిక వేధింపులకు గురైంది. ఈ విషయం తల్లికి చెప్పేందుకు ఆ బాలిక భయపడింది. ఓ రోజు తండ్రే ఆ బాలికపై అత్యాచారానికి పాల్పడుతుండడం చూసి ఆ తల్లి హతాశయురాలైంది. దీంతో ఆ మహిళ భర్తపై పోలీసులకు ఫిర్యాదు చేసింది.నగర శివారుల్లో ఇటీవల పసిపిల్లలపై అత్యాచారాలు వెలుగుచూస్తున్నాయి. గతంలో ఇలాంటి సంఘటనలు జరిగినా అవి వెలుగులోకి రావడం తక్కువగా ఉండేది. పరువుపోతుందనే ఉద్దేశంతో అనేక మంది ఫిర్యాదు కూడా చేసేవారు కాదు. అయితే ఇప్పటికీ ఈ పరిస్థితి పూర్తిగా మారలేదు. పసి మొగ్గలపై దుర్మార్గాలు అంతకంతకూ అధికమవుతున్నాయి. సగటున నెలకి 10 వరకు కేసులు నమోదవుతున్నాయని పిల్లల సంరక్షణ అధికారులు చెబుతున్నారు. గత ఎనిమిది నెలల కాలంలోనే మొత్తం 97 మంది పిల్లలపై అత్యాచారం జరిగిన కేసులు xyxy=(489,1033,802,1412)
story-headline: ప్రణాళికతో బోధన జరగాలి xyxy=(110,316,369,347)
story-body xyxy=(1134,2058,1448,2341)
news-story xyxy=(6,1331,473,1630)
lower-section xyxy=(489,1437,1450,2355)
page-body xyxy=(0,45,1456,2546)
story-headline: 4 నుంచి గోల్డ్‌కప్ పోటీలు ప్రారంభం xyxy=(68,580,411,612)
headline-line-2: దిశగా ప్రభుత్వ పాలన xyxy=(1172,1475,1410,1510)
feature-child-abuse xyxy=(489,938,1450,1415)
story-headline: కమిషనర్‌గా బాధ్యతలు చేపట్టిన సందీప్‌కుమార్ xyxy=(8,844,471,876)
issue-date: శుక్రవారం 03 నవంబర్ 2017 xyxy=(6,12,205,31)
story-text: ప్రణాళికతో బోధన సాగితే మంచి ఫలితాలు ఉంటాయని ఇన్‌ఛార్జి డీఈవో విజయకుమారి పేర్కొన్నారు. బుధవారం మెదక్‌లోని ప్రభుత్వ బాలికోన్నత పాఠశాలలో ప్రధానోపాధ్యాయులకు కొనసాగుతున్న శిక్షణ కార్యక్రమాన్ని ఆమె పరిశీలించారు. ఈ సందర్భంగా మాట్లాడుతూ ప్రాథమిక స్థాయిలో విద్యార్థులకు గణితం, తెలుగు పట్ల శిక్షణ ఇవ్వాలని సూచించారు. పదో తరగతి ఫలితాల్లో జిల్లా ప్రథమస్థానంలో నిలిచేవిధంగా ఉపాధ్యాయులు శ్రమించాలని, ప్రతిరోజు ప్రత్యేక తరగతులు నిర్వహించి శతశాతం ఫలితాలు వచ్చేలా కృషి చేయాలన్నారు. మధ్యాహ్న భోజనంపై ప్రత్యేక శ్రద్ధ వహించాలని చెప్పారు. ఉపాధ్యాయులు తరగతిలో చరవాణులు వినియోగించరాదని, ప్రధానోపాధ్యాయుల అనుమతి లేకుండా ఇతర వ్యక్తులను పాఠశాల ఆవరణలోకి అనుమతించరాదన్నారు. పాఠశాలలపై మండల విద్యాధికారుల పర్యవేక్షణ కొనసాగించాలని సూచించారు. సమావేశంలో ఆర్పీఎం సెక్టోరియల్ అధికారి నాగేశ్వర్‌నాయక్, పాఠశాల ప్రధానోపాధ్యాయురాలు శోభ, రిసోర్స్‌పర్సన్లు సుదర్శనం, వహిద్‌పాషా పాల్గొన్నారు. xyxy=(6,352,473,570)
story-headline: పోలీసులు నిరంతరం సాధన చేయాలి xyxy=(58,52,420,83)
masthead xyxy=(0,0,1456,45)
news-story xyxy=(6,2023,473,2180)
feature1-subhead-awake: ఇప్పుడు మేలుకున్నారు.. xyxy=(1133,678,1249,693)
story-dateline: చెన్నూరు, జనంసాక్షి: xyxy=(1134,1519,1240,1535)
feature2-headline: సమిధలవుతున్న పసి పిల్లలు xyxy=(635,942,1305,1015)
story-body xyxy=(6,2256,473,2377)
feature2-columns xyxy=(489,1031,1450,1415)
news-story xyxy=(6,1636,473,1834)
story-headline: స్వార్థ ప్రయోజనాల కోసమే పార్టీ మారారు xyxy=(38,1333,441,1364)
headline-line-1: డా.విజయ్ మృతి xyxy=(1195,1978,1387,2013)
news-story xyxy=(6,843,473,980)
feature3-columns xyxy=(489,1497,1108,1967)
story-text: ప్రభుత్వ వైద్యుడు మెస్రం విజయ్ ఎంతో అంకితభావంతో సేవలు అందించేవారని ఆయన ఆకస్మిక మృతి తీరనిలోటని తెలంగాణ గెజిటెడ్ అధికారుల సంఘం జిల్లా అధ్యక్షుడు అజ్మీరా శ్యామ్‌నాయక్, ఐకాస జిల్లా అధ్యక్షుడు దుర్గం రాజేశ్వర్ అన్నారు. బుధవారం ఉట్నూరులో వారు వైద్యుడు విజయ్ తండ్రి, విశ్రాంత ఎస్పీ మెస్రం నాగోరావును కలిసి పరామర్శించారు. మృతికిగల కారణాలను అడిగి తెలుసుకున్నారు. వీరితోపాటు తెరాస మండలాధ్యక్షురాలు విమల, జడ్పీటీసీ సభ్యుడు జగ్జీవన్, మాజీ జడ్పీటీసీ సభ్యురాలు విజయలక్ష్మి చౌహాన్, సర్పంచి మర్సుకోల తిరుపతి, తెరాస మండలాధ్యక్షుడు దాసండ్ల ప్రభాకర్, ఆర్ఎస్ మండలాధ్యక్షుడు అజీమోద్దీన్, జైనూరు మార్కెట్ కమిటీ ఉపాధ్యక్షుడు సెడ్మకి సీతారామ్, ఆదివాసీ వికాస్ పరిషత్ రాష్ట్ర నాయకుడు రాంకిషన్, నాయకులు శంకర్ విజయ్ కుటుంబ సభ్యులను పరామర్శించారు. xyxy=(1134,2060,1448,2337)
story-text: దేశాభివృద్ధికి కాంగ్రెస్ పార్టీ అడ్డంకిగా మారిందని వెనుకబాటుకు ఆ పార్టీ విధానాలు కారణమని రాష్ట్ర ఆరోగ్యశాఖ మంత్రి లక్ష్మారెడ్డి ఆరోపించారు. బుధవారం అడ్డాకుల మండల కేంద్రానికి చెందిన తెదేపా సీనియర్ నాయకులు పండ్ల బుచ్చన్న యాదవ్ 80 మంది కార్యకర్తలతో మంత్రి, ఎమ్మెల్యే ఆల వెంకటేశ్వరెడ్డి సమక్షంలో తెరాసలో చేరారు. xyxy=(6,2455,473,2530)
feature1-col1: జనంసాక్షి:పట్టణ ప్రాంతాల్లో మెప్మా సిబ్బంది నిర్లక్ష్యం.. లబ్ధిదారుల పాలిటశాపంగా మారుతోంది. మెప్మా, బ్యాంకుల మధ్య సమన్వయంతో వ్యక్తిగత జీవనోపాధుల పథకం(ఎస్ఈపీ) నడుస్తోంది. ప్రభుత్వ నిధులతో ముడిపడిన పథకాలన్నీ బ్యాంకర్లే సంబంధిత లింకు ద్వారా వివరాలను ప్రభుత్వానికి చేరవేస్తారు. కానీ ఈ పథకంలో బ్యాంకర్లకు వెబ్‌సైట్ లింకు లేకపోవడంతో మెప్మాలు ఈ పని చేయాల్సి ఉంది. నిబంధనల ప్రకారం ఈ పథకంలో రుణాలు తీసుకున్న లబ్ధిదారుల వ్యక్తిగత, రుణ వివరాలను ఏటా సేకరించి మెప్మా వెబ్‌సైట్ ద్వారా ప్రభుత్వానికి పంపాలి. గత రెండు, మూడేళ్లుగా ఈ ప్రక్రియ సజావుగా సాగడం లేదు. జిల్లాలో సమాచారాన్ని ప్రభుత్వానికి చేరవేయడంతో మెప్మాలు పూర్తిగా విఫలమయ్యాయి. రుణాలు తీసుకున్న వారు ఏ మేరకు వృద్ధి చెందారు? వారి చెల్లింపుల విధానం ఎలా ఉంది? సంబంధిత సమాచారం అందుబాటులో లేదు. క్రమంగా నెల వాయిదా, వడ్డీని చెల్లించే వారికి రాయితీలు ఇచ్చి ప్రోత్సహించడానికి సమాచారలేమి పెద్ద అడ్డంకిగా మారింది. రుణస్థాయిని పెంచడానికి, వడ్డీని తగ్గించడానికి, రాయితీలు ఇవ్వడానికి వీలుండడం లేదు. రెండేళ్లుగా రుణాలు తీసుకున్న వారిలో ఒక్కరికి కూడా వడ్డీ రాయితీ అందలేదు. ఖమ్మం, భద్రాద్రి కొత్తగూడెం జిల్లాల పరిధిలో కేవలం ఒక్క పాల్వంచలోనే 95శాతం లబ్ధిదారుల వివరాలను ఆన్‌లైన్ చేశారు. మెప్మా ఎండీ డా.టీ.కె.శ్రీదేవి కొద్ది రోజుల కిందట సమస్య తీవ్రతను చూసి గట్టిగా మందలించడంతో అధికారులు సమాచారాన్ని సేకరించే పనుల్లో నిమగ్నమయ్యారు. ఉభయ జిల్లాల్లోని అన్ని పురపాలకాల్లో ఇదే పరిస్థితి నెలకొంది. వ్యక్తిగత జీవనోపాధుల పథకం కింద రాష్ట్ర వ్యాప్తంగా ఉన్న స్వయం సహాయక సంఘాల సభ్యులతోపాటు సంఘాల్లో సభ్యులుగా లేని వారికి వ్యక్తిగత రుణాలను అందించి వారిని ఆర్థికంగా బలోపేతం చేయడానికి ప్రభుత్వ నిర్ణయించింది. అందులో భాగంగానే కేంద్రాన్ని ఆధారంగా చేసుకుని రాష్ట్ర ప్రభుత్వం పురపాలక, నగర పంచాయతీ, కార్పొరేషన్ పరిధిలోని నిరుపేద, మధ్యతరగతి కుటుంబాలకు వ్యక్తిగత రుణాలను మంజూరు చేయాలని సంకల్పించింది. కేంద్ర సంస్థ అయిన ఎన్‌యూఎల్ఎమ్(నేషనల్ అర్బన్ లైవ్లీహుడ్ మిషన్) తొలుత 2014లో రాష్ట్రంలో లక్ష జనాభా దాటిన పది పట్టణాల పరిధిలో ఈ పథకాన్ని అమలు చేశారు. క్షేత్రస్థాయిలో ఇది సత్ఫలితాలను ఇవ్వడంతో 2016-17 ఏప్రిల్ 1 నుంచి అన్ని స్థానిక సంస్థల్లో అమలయ్యేలా పురపాలక, మెప్మా ఉన్నతాధికారులు చర్యలకు ఉపక్రమించారు. వ్యక్తిగత రుణాలు xyxy=(502,165,807,908)
story-text: ఎన్ఎస్ఎస్ రెండు జిల్లాల స్థాయి యువజనోత్సవాలు ఈనెల 6న ఖమ్మంలో నిర్వహిస్తున్నట్లు ఖమ్మం డీఆర్ఎస్ డిగ్రీ కళాశాల యాజమాన్యం ప్రకటించింది. ఇందుకు సంబంధించిన గోడపత్రికను బుధవారం కళాశాలలో ఆవిష్కరించారు. ఎన్ఎస్ఎస్ విభాగంలో తమ కళాశాల సాధించిన పురోగతి, ఇక్కడి వలంటీర్లు ప్రతిష్ఠాత్మక స్థాయిలో నిలిచిన అంశాలను స్ఫూర్తిగా తీసుకుంటూ ఈ విభాగాన్ని మరింత ప్రోత్సహించే క్రమంలో రెండు జిల్లాల యువజనోత్సవాలు తమ కళాశాల నిర్వహించాలని నిర్ణయించినట్లు డీఆర్ఎస్ డిగ్రీ కళాశాల యాజమాన్య సభ్యులు వి.మోహన్‌రెడ్డి, వి.శోభ ప్రకటించారు. ఈ కార్యక్రమంలో అకాడమిక్ డైరెక్టర్ జఫార్‌ఖాన్, ప్రిన్సిపల్ డి.ఆర్.బోస్, కళాశాల ఎన్ఎస్ఎస్ సమన్వయకర్తలు విజయ్‌కుమార్, బి.వెంకటకృష్ణ పాల్గొన్నారు. xyxy=(6,1673,473,1831)
feature4-col2: గర్వకారణం అన్నారు. గ్రంథాలయ కార్యదర్శి టి.బాలమ్మ మాట్లాడుతూ ఆళ్వారు స్వామి రచనలు నేటి యువతకు స్ఫూర్తిదాయకమన్నారు. ఆళ్వారు స్వామి చిత్ర పటానికి పూలమాలవేసి ఆయనను స్మరించారు. గ్రంథాలయ ప్రహరీ నిర్మాణానికి సహకరించిన దాతలను సన్మానించారు. ఈ కార్యక్రమంలో గ్రంథాలపాలకులు టి.మధుసూదన్‌రెడ్డి, రాజ్యలక్ష్మి, గ్రంథాలయ పాలక మండలి సభ్యులు పి.అనిల్‌కుమార్, ఎం. రామనర్సయ్య, కె.అమరేందర్, బి.జయశ్రీ, కాచరాజు జయప్రకాష్, బాలేశ్వర్, అహ్మద్ అఫ్జల్, ఎండీ కాజీమ్ అహ్మద్, ఎండీ గఫర్, ఎండీ జమాల్, ఎండీ జమీల్ పాల్గొన్నారు. ఎన్నం శివకుమార్, మండల అధ్యక్ష, కార్యదర్శులు చింతల రామకృష్ణ, కేసారం కృష్ణారెడ్డి, బీజేవైఎం జిల్లా అధ్యక్షుడు సుర్కంటి రంగారెడ్డి, సుశీల, యశ్వంత్, స్వామి, వంశీధర్ పాల్గొన్నారు. xyxy=(805,2042,1108,2265)
story-body xyxy=(6,1875,473,2017)
feature2-col2-text: వెలుగులోకి రావడం గమనార్హం. అనుమానం రాకుండా.. పిల్లలపై అత్యాచారాలు జరుగుతున్న నేపథ్యంలో వీటికి పాల్పడుతున్నదెవరనే కోణంలో పిల్లల సంరక్షణ విభాగం అధికారులు ఆరా తీశారు. నిశితంగా పరిశీలిస్తే దాదాపు ప్రతి సంఘటనలోనూ పిల్లలకు తెలిసినవారు.. ప్రత్యేకించి సమీప xyxy=(813,1312,1126,1408)
feature4-headline: పుస్తక పఠనంతోనే జ్ఞానసముపార్జన: జేసీ xyxy=(503,1984,1094,2030)
feature1-columns xyxy=(502,163,1438,911)
